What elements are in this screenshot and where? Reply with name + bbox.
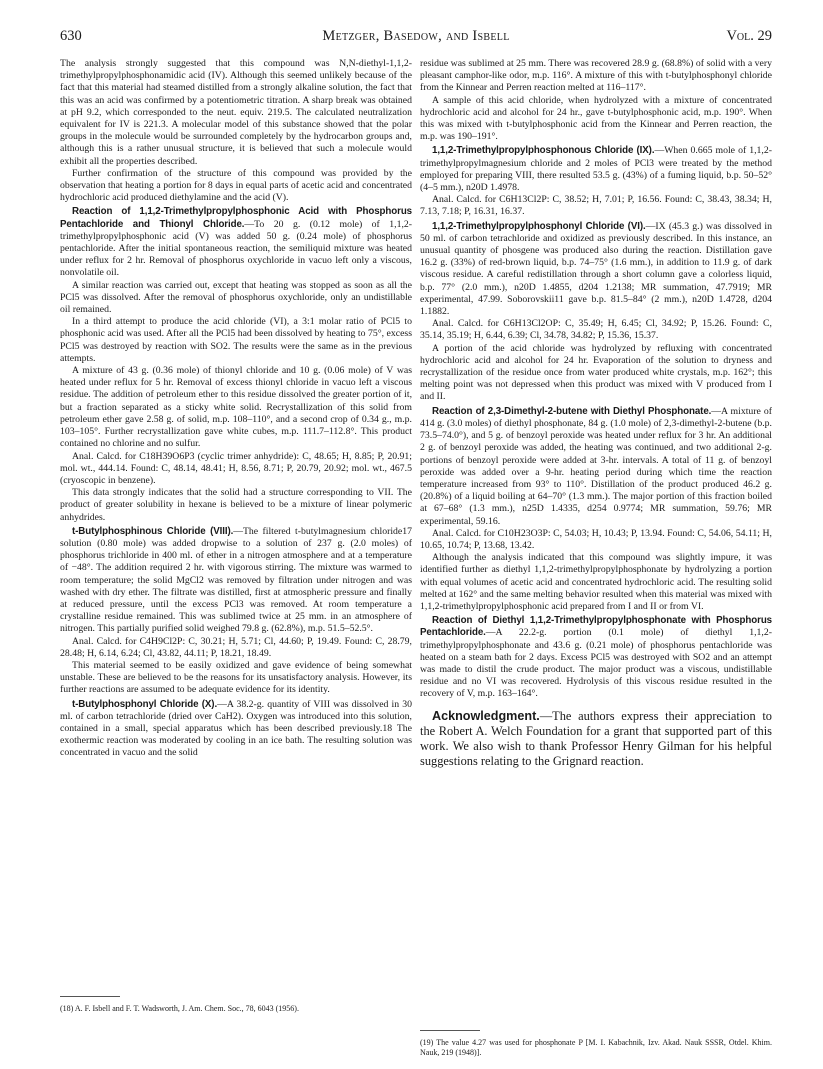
footnote-18: (18) A. F. Isbell and F. T. Wadsworth, J. Am. Chem. Soc., 78, 6043 (1956). [60, 1004, 299, 1013]
body-paragraph: In a third attempt to produce the acid chloride (VI), a 3:1 molar ratio of PCl5 to phosphonic acid was used. After all the PCl5 had been dissolved by heating to 75°, excess PCl5 was destroyed by reaction with SO2. The results were the same as in the previous attempts. [60, 316, 412, 364]
page-number: 630 [60, 28, 82, 44]
section-text: —A 22.2-g. portion (0.1 mole) of diethyl 1,1,2-trimethylpropylphosphonate and 43.6 g. (0.21 mole) of phosphorus pentachloride was heated on a steam bath for 2 days. Excess PCl5 was destroyed with SO2 and an attempt was made to distil the crude product. The major product was a viscous, undistillable residue and no VI was recovered. Hydrolysis of this viscous residue resulted in the recovery of V, m.p. 163–164°. [420, 627, 772, 700]
section-text: —A 38.2-g. quantity of VIII was dissolved in 30 ml. of carbon tetrachloride (dried over CaH2). Oxygen was introduced into this solution, contained in a small, special apparatus which has been described previously.18 The exothermic reaction was moderated by cooling in an ice bath. The resulting solution was concentrated in vacuo and the solid [60, 698, 413, 759]
body-paragraph: A sample of this acid chloride, when hydrolyzed with a mixture of concentrated hydrochloric acid and alcohol for 24 hr., gave t-butylphosphonic acid, m.p. 190°. When this was mixed with t-butylphosphonic acid from the Kinnear and Perren reaction, the m.p. was 190–191°. [420, 94, 772, 143]
footnote-rule-left [60, 996, 120, 997]
acknowledgment [420, 709, 772, 770]
acknowledgment-heading: Acknowledgment. [432, 708, 540, 723]
section-paragraph [420, 221, 772, 319]
running-title: Metzger, Basedow, and Isbell [322, 28, 510, 44]
section-paragraph [60, 699, 412, 760]
body-paragraph: This material seemed to be easily oxidized and gave evidence of being somewhat unstable. These are believed to be the reasons for its unsatisfactory analysis. However, its further reactions are assumed to be adequate evidence for its identity. [60, 659, 412, 696]
body-paragraph: The analysis strongly suggested that this compound was N,N-diethyl-1,1,2-trimethylpropylphosphonamidic acid (IV). Although this seemed unlikely because of the fact that this material had steamed distilled from a strongly alkaline solution, the fact that this was an acid was confirmed by a potentiometric titration. A sharp break was obtained at pH 9.2, which corresponded to the neut. equiv. 219.5. The calculated neutralization equivalent for IV is 221.3. A molecular model of this substance showed that the polar groups in the molecule would be surrounded completely by the hydrocarbon groups and, although this is a rather unusual structure, it is believed that such a molecule would exhibit all the properties described. [60, 58, 412, 167]
body-paragraph: Anal. Calcd. for C4H9Cl2P: C, 30.21; H, 5.71; Cl, 44.60; P, 19.49. Found: C, 28.79, 28.48; H, 6.14, 6.24; Cl, 43.82, 44.11; P, 18.21, 18.49. [60, 635, 412, 659]
page-header [60, 28, 772, 50]
section-paragraph [420, 615, 772, 700]
section-paragraph [60, 206, 412, 279]
body-paragraph: A portion of the acid chloride was hydrolyzed by refluxing with concentrated hydrochloric acid and alcohol for 24 hr. Evaporation of the solution to dryness and recrystallization of the residue once from water produced white crystals, m.p. 162°; this melting point was not depressed when this product was mixed with V produced from I and II. [420, 342, 772, 403]
section-heading: 1,1,2-Trimethylpropylphosphonous Chloride (IX). [432, 145, 655, 157]
body-paragraph: A mixture of 43 g. (0.36 mole) of thionyl chloride and 10 g. (0.06 mole) of V was heated under reflux for 5 hr. Removal of excess thionyl chloride in vacuo left a viscous residue. The addition of petroleum ether to this residue dissolved the greater portion of it, but a fraction separated as a sticky white solid. Recrystallization of this solid from petroleum ether gave 2.58 g. of solid, m.p. 108–110°, and a second crop of 0.34 g., m.p. 103–105°. Further recrystallization gave white cubes, m.p. 111.7–112.8°. This product contained no chlorine and no sulfur. [60, 365, 412, 450]
section-text: —IX (45.3 g.) was dissolved in 50 ml. of carbon tetrachloride and oxidized as previously described. In this instance, an unusual quantity of phosgene was produced also during the reaction. Distillation gave 16.2 g. (33%) of red-brown liquid, b.p. 74–75° (1.6 mm.), in addition to 11.9 g. of dark viscous residue. A careful redistillation through a short column gave a colorless liquid, b.p. 77° (2.0 mm.), n20D 1.4855, d204 1.2138; MR summation, 47.7919; MR experimental, 47.99. Soborovskii11 gave b.p. 81.5–84° (2 mm.), n20D 1.4728, d204 1.1882. [420, 220, 772, 318]
body-paragraph: Anal. Calcd. for C6H13Cl2OP: C, 35.49; H, 6.45; Cl, 34.92; P, 15.26. Found: C, 35.14, 35.19; H, 6.44, 6.39; Cl, 34.78, 34.82; P, 15.36, 15.37. [420, 318, 772, 342]
footnote-19: (19) The value 4.27 was used for phosphonate P [M. I. Kabachnik, Izv. Akad. Nauk SSSR, Otdel. Khim. Nauk, 219 (1948)]. [420, 1038, 772, 1058]
right-column [420, 58, 772, 769]
section-heading: t-Butylphosphonyl Chloride (X). [72, 698, 218, 710]
section-heading: Reaction of 1,1,2-Trimethylpropylphosphonic Acid with Phosphorus Pentachloride and Thionyl Chloride. [60, 206, 412, 230]
section-text: —The filtered t-butylmagnesium chloride17 solution (0.80 mole) was added dropwise to a solution of 237 g. (2.0 moles) of phosphorus trichloride in 400 ml. of ether in a nitrogen atmosphere and at a temperature of −48°. The addition required 2 hr. with vigorous stirring. The mixture was warmed to room temperature; the solid MgCl2 was removed by filtration under nitrogen and was washed with dry ether. The filtrate was distilled, first at atmospheric pressure and finally at reduced pressure, until the excess PCl3 was removed. At room temperature a crystalline residue remained. This was sublimed twice at 25 mm. in an atmosphere of nitrogen. This partially purified solid weighed 79.8 g. (62.8%), m.p. 51.5–52.5°. [60, 525, 412, 635]
section-heading: t-Butylphosphinous Chloride (VIII). [72, 525, 234, 537]
section-heading: 1,1,2-Trimethylpropylphosphonyl Chloride (VI). [432, 220, 646, 232]
left-column [60, 58, 412, 760]
volume-label: Vol. 29 [726, 28, 772, 44]
body-paragraph: This data strongly indicates that the solid had a structure corresponding to VII. The product of greater solubility in hexane is believed to be a mixture of linear polymeric anhydrides. [60, 487, 412, 523]
body-paragraph: A similar reaction was carried out, except that heating was stopped as soon as all the PCl5 was dissolved. After the removal of phosphorus oxychloride, only an undistillable oil remained. [60, 279, 412, 316]
section-paragraph [420, 145, 772, 194]
section-text: —A mixture of 414 g. (3.0 moles) of diethyl phosphonate, 84 g. (1.0 mole) of 2,3-dimethyl-2-butene (b.p. 73.5–74.0°), and 5 g. of benzoyl peroxide was heated under reflux for 3 hr. An additional 2 g. of benzoyl peroxide was added, the heating was continued, and two additional 2-g. portions of benzoyl peroxide were added at 3-hr. intervals. A total of 11 g. of benzoyl peroxide was added over a 9-hr. heating period during which time the reaction temperature increased from 93° to 110°. Distillation of the product produced 46.2 g. (20.8%) of a liquid boiling at 64–70° (1.3 mm.). The major portion of this fraction boiled at 67–68° (1.3 mm.), n25D 1.4335, d254 0.9774; MR summation, 59.76; MR experimental, 59.16. [420, 405, 772, 527]
section-heading: Reaction of Diethyl 1,1,2-Trimethylpropylphosphonate with Phosphorus Pentachloride. [420, 615, 772, 639]
footnote-rule-right [420, 1030, 480, 1031]
body-paragraph: Anal. Calcd. for C18H39O6P3 (cyclic trimer anhydride): C, 48.65; H, 8.85; P, 20.91; mol. wt., 444.14. Found: C, 48.14, 48.41; H, 8.56, 8.71; P, 20.79, 20.92; mol. wt., 467.5 (cryoscopic in benzene). [60, 450, 412, 486]
body-paragraph: Anal. Calcd. for C6H13Cl2P: C, 38.52; H, 7.01; P, 16.56. Found: C, 38.43, 38.34; H, 7.13, 7.18; P, 16.31, 16.37. [420, 194, 772, 218]
body-paragraph: residue was sublimed at 25 mm. There was recovered 28.9 g. (68.8%) of solid with a very pleasant camphor-like odor, m.p. 116°. A mixture of this with t-butylphosphonyl chloride from the Kinnear and Perren reaction melted at 116–117°. [420, 58, 772, 94]
body-paragraph: Further confirmation of the structure of this compound was provided by the observation that heating a portion for 8 days in equal parts of acetic acid and concentrated hydrochloric acid produced diethylamine and the acid (V). [60, 167, 412, 204]
section-text: —When 0.665 mole of 1,1,2-trimethylpropylmagnesium chloride and 2 moles of PCl3 were treated by the method employed for preparing VIII, there resulted 53.5 g. (43%) of a fuming liquid, b.p. 50–52° (4–5 mm.), n20D 1.4978. [420, 145, 772, 194]
body-paragraph: Although the analysis indicated that this compound was slightly impure, it was identified further as diethyl 1,1,2-trimethylpropylphosphonate by hydrolyzing a portion with equal volumes of acetic acid and concentrated hydrochloric acid. The resulting solid melted at 162° and the same melting behavior resulted when this material was mixed with 1,1,2-trimethylpropylphosphonic acid prepared from I and II or from VI. [420, 552, 772, 612]
acknowledgment-text: —The authors express their appreciation to the Robert A. Welch Foundation for a grant that supported part of this work. We also wish to thank Professor Henry Gilman for his helpful suggestions relating to the Grignard reaction. [420, 708, 772, 769]
section-paragraph [420, 406, 772, 528]
body-paragraph: Anal. Calcd. for C10H23O3P: C, 54.03; H, 10.43; P, 13.94. Found: C, 54.06, 54.11; H, 10.65, 10.74; P, 13.68, 13.42. [420, 527, 772, 551]
section-text: —To 20 g. (0.12 mole) of 1,1,2-trimethylpropylphosphonic acid (V) was added 50 g. (0.24 mole) of phosphorus pentachloride. After the initial spontaneous reaction, the semiliquid mixture was heated under reflux for 2 hr. Removal of phosphorus oxychloride in vacuo left only a viscous, nonvolatile oil. [60, 218, 412, 279]
section-paragraph [60, 526, 412, 636]
section-heading: Reaction of 2,3-Dimethyl-2-butene with Diethyl Phosphonate. [432, 405, 712, 417]
